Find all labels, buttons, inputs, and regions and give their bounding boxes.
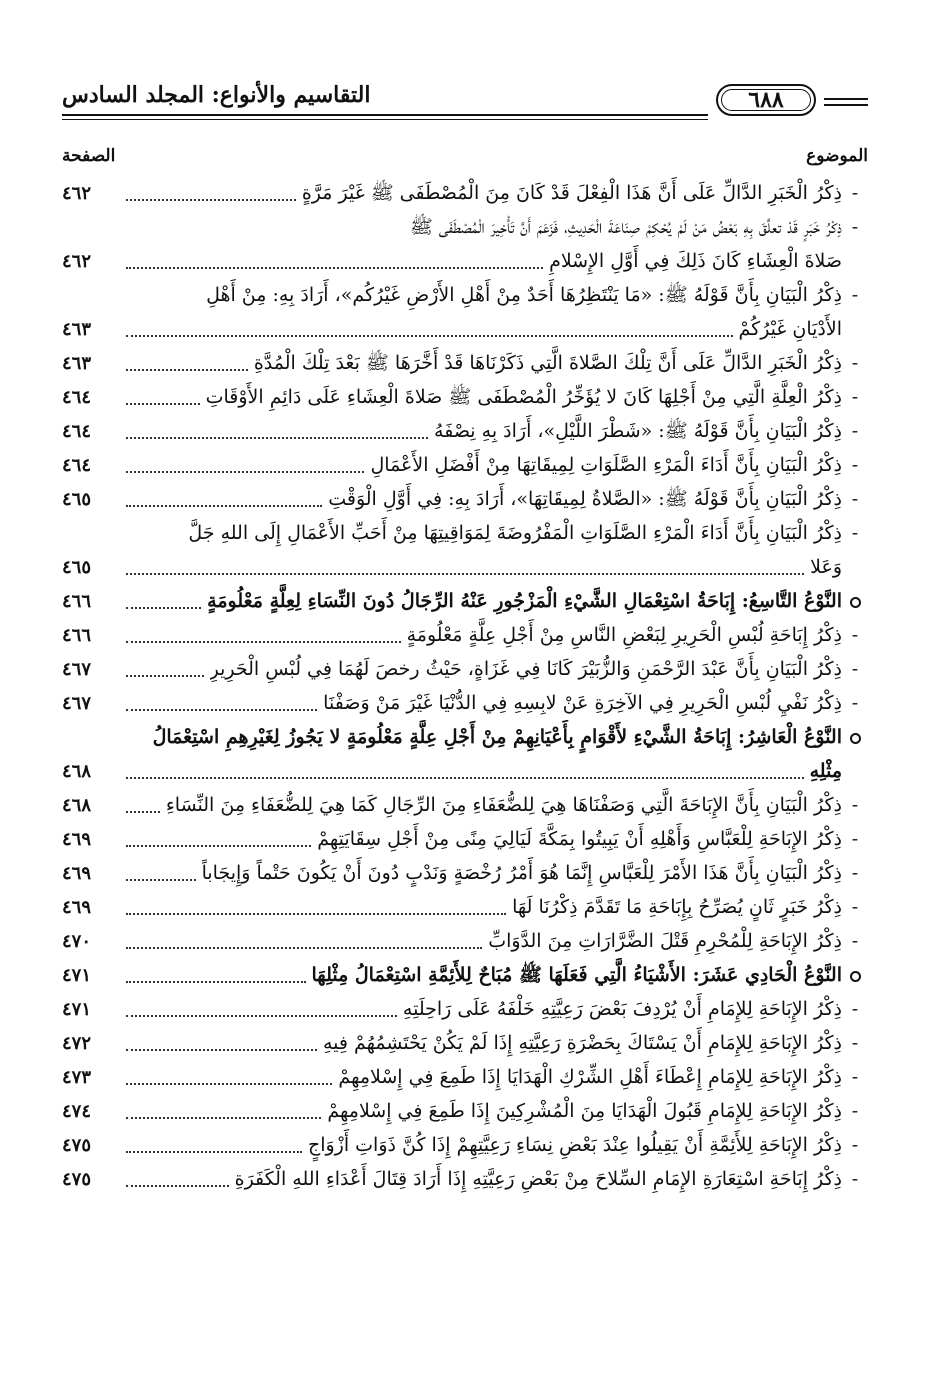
toc-section-entry (62, 958, 868, 992)
toc-page-number: ٤٧٤ (62, 1101, 92, 1122)
toc-page-number: ٤٦٤ (62, 387, 92, 408)
dot-leader (126, 402, 200, 405)
toc-entry-text: ذِكْرُ الإِبَاحَةِ لِلأَئِمَّةِ أَنْ يَقِيلُوا عِنْدَ بَعْضِ نِسَاءِ رَعِيَّتِهِمْ إِذَا كُنَّ ذَوَاتِ أَزْوَاجٍ (307, 1134, 842, 1156)
dot-leader (126, 198, 296, 201)
toc-entry-text: ذِكْرُ الإِبَاحَةِ لِلإِمَامِ إِعْطَاءَ أَهْلِ الشِّرْكِ الْهَدَايَا إِذَا طَمِعَ فِي إِسْلامِهِمْ (338, 1066, 842, 1088)
running-header (62, 74, 868, 118)
toc-entry-text: النَّوْعُ التَّاسِعُ: إِبَاحَةُ اسْتِعْمَالِ الشَّيْءِ الْمَزْجُورِ عَنْهُ الرِّجَالُ دُونَ النِّسَاءِ لِعِلَّةٍ مَعْلُومَةٍ (207, 590, 842, 612)
dot-leader (126, 912, 506, 915)
toc-entry-text: مِثْلِهِ (809, 760, 842, 782)
dot-leader (126, 334, 733, 337)
dot-leader (126, 470, 364, 473)
entry-dash-marker: - (851, 420, 859, 442)
toc-entry (62, 618, 868, 652)
entry-dash-marker: - (851, 794, 859, 816)
toc-page-number: ٤٦٣ (62, 319, 92, 340)
toc-entry-text: النَّوْعُ الْعَاشِرُ: إِبَاحَةُ الشَّيْءِ لأَقْوَامٍ بِأَعْيَانِهِمْ مِنْ أَجْلِ عِلَّةٍ مَعْلُومَةٍ لا يَجُوزُ لِغَيْرِهِمِ اسْتِعْمَالُ (152, 726, 842, 748)
toc-entry-text: ذِكْرُ خَبَرٍ ثَانٍ يُصَرِّحُ بِإِبَاحَةِ مَا تَقَدَّمَ ذِكْرُنَا لَهَا (512, 896, 842, 918)
entry-dash-marker: - (851, 896, 859, 918)
toc-entry (62, 822, 868, 856)
toc-entry-line (62, 346, 868, 380)
toc-entry-line (62, 482, 868, 516)
dot-leader (126, 776, 804, 779)
running-title: التقاسيم والأنواع: المجلد السادس (62, 82, 371, 108)
section-circle-icon (842, 584, 868, 618)
toc-entry-line (62, 414, 868, 448)
toc-entry-text: ذِكْرُ الْبَيَانِ بِأَنَّ قَوْلَهُ ﷺ: «مَا يَنْتَظِرُهَا أَحَدٌ مِنْ أَهْلِ الأَرْضِ غَيْرُكُم»، أَرَادَ بِهِ: مِنْ أَهْلِ (206, 284, 842, 306)
circle-icon (850, 733, 861, 744)
dot-leader (126, 606, 201, 609)
dot-leader (126, 572, 804, 575)
dot-leader (126, 844, 311, 847)
toc-entry (62, 482, 868, 516)
toc-entry-line (62, 1026, 868, 1060)
toc-entry-line (62, 550, 868, 584)
dot-leader (126, 368, 248, 371)
entry-dash-marker: - (851, 1100, 859, 1122)
dot-leader (126, 980, 306, 983)
column-heading-topic: الموضوع (806, 146, 868, 166)
toc-entry-text: ذِكْرُ الْبَيَانِ بِأَنَّ أَدَاءَ الْمَرْءِ الصَّلَوَاتِ الْمَفْرُوضَةَ لِمَوَاقِيتِهَا مِنْ أَحَبِّ الأَعْمَالِ إِلَى اللهِ جَلَّ (188, 522, 842, 544)
toc-entry (62, 856, 868, 890)
entry-dash-marker: - (851, 1134, 859, 1156)
entry-dash-marker: - (851, 216, 859, 238)
toc-entry-text: ذِكْرُ الْبَيَانِ بِأَنَّ عَبْدَ الرَّحْمَنِ وَالزُّبَيْرَ كَانَا فِي غَزَاةٍ، حَيْثُ رخصَ لَهُمَا فِي لُبْسِ الْحَرِيرِ (209, 658, 842, 680)
toc-entry-line (62, 380, 868, 414)
toc-entry (62, 1162, 868, 1196)
toc-entry-text: ذِكْرُ خَبَرٍ قَدْ تعلَّقَ بِهِ بَعْضُ مَنْ لَمْ يُحْكِمْ صِنَاعَةَ الْحَدِيثِ، فَزَعَمَ أَنَّ تَأْخِيرَ الْمُصْطَفَى ﷺ (409, 216, 842, 238)
toc-entry-text: ذِكْرُ الإِبَاحَةِ لِلإِمَامِ أَنْ يَسْتَاكَ بِحَضْرَةِ رَعِيَّتِهِ إِذَا لَمْ يَكُنْ يَحْتَشِمُهُمْ فِيهِ (322, 1032, 842, 1054)
toc-entry (62, 686, 868, 720)
toc-entry-text: ذِكْرُ إِبَاحَةِ اسْتِعَارَةِ الإِمَامِ السِّلاحَ مِنْ بَعْضِ رَعِيَّتِهِ إِذَا أَرَادَ قِتَالَ أَعْدَاءِ اللهِ الْكَفَرَةِ (234, 1168, 842, 1190)
entry-dash-marker: - (851, 998, 859, 1020)
toc-page-number: ٤٦٤ (62, 455, 92, 476)
section-circle-icon (842, 720, 868, 754)
toc-section-entry (62, 584, 868, 618)
entry-dash-marker: - (851, 454, 859, 476)
entry-dash-marker: - (851, 1168, 859, 1190)
entry-dash-marker: - (851, 522, 859, 544)
toc-entry-line (62, 278, 868, 312)
dot-leader (126, 1082, 332, 1085)
toc-entry (62, 652, 868, 686)
page-number-badge (716, 84, 816, 116)
toc-entry (62, 1026, 868, 1060)
toc-page-number: ٤٦٥ (62, 489, 92, 510)
toc-entry (62, 448, 868, 482)
toc-entry (62, 924, 868, 958)
toc-entry-text: ذِكْرُ الإِبَاحَةِ لِلْمُحْرِمِ قَتْلَ الضَّرَّارَاتِ مِنَ الدَّوَابِّ (488, 930, 842, 952)
toc-entry (62, 890, 868, 924)
toc-entry-text: ذِكْرُ الْبَيَانِ بِأَنَّ هَذَا الأَمْرَ لِلْعَبَّاسِ إِنَّمَا هُوَ أَمْرُ رُخْصَةٍ وَنَدْبٍ دُونَ أَنْ يَكُونَ حَتْماً وَإِيجَاباً (201, 862, 842, 884)
toc-entry-line (62, 686, 868, 720)
page (62, 70, 868, 1360)
dot-leader (126, 504, 322, 507)
toc-entry-line (62, 176, 868, 210)
toc-page-number: ٤٦٩ (62, 829, 92, 850)
toc-page-number: ٤٦٩ (62, 897, 92, 918)
toc-entry-line (62, 992, 868, 1026)
section-circle-icon (842, 958, 868, 992)
dot-leader (126, 640, 401, 643)
column-heading-page: الصفحة (62, 146, 116, 166)
toc-entry-line (62, 890, 868, 924)
dot-leader (126, 708, 317, 711)
toc-entry-text: ذِكْرُ الإِبَاحَةِ لِلإِمَامِ قَبُولَ الْهَدَايَا مِنَ الْمُشْرِكِينَ إِذَا طَمِعَ فِي إِسْلامِهِمْ (327, 1100, 842, 1122)
toc-entry-line (62, 822, 868, 856)
header-ornament-rule (824, 104, 868, 106)
toc-entry-text: صَلاةَ الْعِشَاءِ كَانَ ذَلِكَ فِي أَوَّلِ الإِسْلامِ (549, 250, 842, 272)
entry-dash-marker: - (851, 862, 859, 884)
toc-entry (62, 380, 868, 414)
toc-entry-text: ذِكْرُ الإِبَاحَةِ لِلإِمَامِ أَنْ يُرْدِفَ بَعْضَ رَعِيَّتِهِ خَلْفَهُ عَلَى رَاحِلَتِهِ (402, 998, 842, 1020)
toc-entry-text: النَّوْعُ الْحَادِي عَشَرَ: الأَشْيَاءُ الَّتِي فَعَلَهَا ﷺ مُبَاحٌ لِلأَئِمَّةِ اسْتِعْمَالُ مِثْلِهَا (311, 964, 842, 986)
toc-entry-text: ذِكْرُ الْبَيَانِ بِأَنَّ الإِبَاحَةَ الَّتِي وَصَفْنَاهَا هِيَ لِلضُّعَفَاءِ مِنَ الرِّجَالِ كَمَا هِيَ لِلضُّعَفَاءِ مِنَ النِّسَاءِ (165, 794, 842, 816)
toc-entry-line (62, 924, 868, 958)
toc-page-number: ٤٧١ (62, 965, 92, 986)
toc-entry (62, 1060, 868, 1094)
toc-entry-line (62, 210, 868, 244)
entry-dash-marker: - (851, 1032, 859, 1054)
entry-dash-marker: - (851, 624, 859, 646)
toc-entry-line (62, 1128, 868, 1162)
toc-entry-text: وَعَلا (810, 556, 842, 578)
toc-page-number: ٤٧١ (62, 999, 92, 1020)
toc-entry-text: ذِكْرُ الْبَيَانِ بِأَنَّ أَدَاءَ الْمَرْءِ الصَّلَوَاتِ لِمِيقَاتِهَا مِنْ أَفْضَلِ الأَعْمَالِ (370, 454, 842, 476)
dot-leader (126, 1184, 229, 1187)
toc-page-number: ٤٧٠ (62, 931, 92, 952)
toc-page-number: ٤٦٨ (62, 761, 92, 782)
toc-page-number: ٤٦٥ (62, 557, 92, 578)
toc-page-number: ٤٦٣ (62, 353, 92, 374)
toc-entry-line (62, 788, 868, 822)
toc-page-number: ٤٦٦ (62, 625, 92, 646)
toc-entry (62, 176, 868, 210)
toc-entry-text: ذِكْرُ الْخَبَرِ الدَّالِّ عَلَى أَنَّ هَذَا الْفِعْلَ قَدْ كَانَ مِنَ الْمُصْطَفَى ﷺ غَيْرَ مَرَّةٍ (301, 182, 842, 204)
header-rule (62, 114, 708, 116)
toc-page-number: ٤٧٣ (62, 1067, 92, 1088)
toc-entry-line (62, 516, 868, 550)
entry-dash-marker: - (851, 692, 859, 714)
dot-leader (126, 1048, 317, 1051)
dot-leader (126, 810, 160, 813)
toc-entry-line (62, 652, 868, 686)
dot-leader (126, 1150, 302, 1153)
toc-entry (62, 210, 868, 278)
toc-entry-text: الأَدْيَانِ غَيْرُكُمْ (738, 318, 842, 340)
toc-entry-text: ذِكْرُ الْعِلَّةِ الَّتِي مِنْ أَجْلِهَا كَانَ لا يُؤَخِّرُ الْمُصْطَفَى ﷺ صَلاةَ الْعِشَاءِ عَلَى دَائِمِ الأَوْقَاتِ (205, 386, 842, 408)
toc-entry-line (62, 244, 868, 278)
toc-page-number: ٤٧٥ (62, 1135, 92, 1156)
entry-dash-marker: - (851, 658, 859, 680)
toc-page-number: ٤٧٢ (62, 1033, 92, 1054)
entry-dash-marker: - (851, 930, 859, 952)
toc-entry (62, 516, 868, 584)
dot-leader (126, 674, 204, 677)
toc-entry-line (62, 958, 868, 992)
circle-icon (850, 971, 861, 982)
toc-section-entry (62, 720, 868, 788)
toc-entry-line (62, 1060, 868, 1094)
toc-page-number: ٤٦٢ (62, 183, 92, 204)
toc-page-number: ٤٧٥ (62, 1169, 92, 1190)
circle-icon (850, 597, 861, 608)
toc-page-number: ٤٦٢ (62, 251, 92, 272)
toc-entry (62, 346, 868, 380)
toc-entry-text: ذِكْرُ إِبَاحَةِ لُبْسِ الْحَرِيرِ لِبَعْضِ النَّاسِ مِنْ أَجْلِ عِلَّةٍ مَعْلُومَةٍ (406, 624, 842, 646)
toc-entry (62, 278, 868, 346)
toc-page-number: ٤٦٤ (62, 421, 92, 442)
toc-entry-text: ذِكْرُ نَفْيِ لُبْسِ الْحَرِيرِ فِي الآخِرَةِ عَنْ لابِسِهِ فِي الدُّنْيَا غَيْرَ مَنْ وَصَفْنَا (323, 692, 842, 714)
toc-entry-text: ذِكْرُ الْبَيَانِ بِأَنَّ قَوْلَهُ ﷺ: «الصَّلاةُ لِمِيقَاتِهَا»، أَرَادَ بِهِ: فِي أَوَّلِ الْوَقْتِ (328, 488, 842, 510)
entry-dash-marker: - (851, 1066, 859, 1088)
toc-entry-line (62, 584, 868, 618)
dot-leader (126, 1116, 321, 1119)
entry-dash-marker: - (851, 488, 859, 510)
entry-dash-marker: - (851, 828, 859, 850)
toc-entry-line (62, 856, 868, 890)
toc-entry-line (62, 720, 868, 754)
toc-entry-text: ذِكْرُ الإِبَاحَةِ لِلْعَبَّاسِ وَأَهْلِهِ أَنْ يَبِيتُوا بِمَكَّةَ لَيَالِيَ مِنًى مِنْ أَجْلِ سِقَايَتِهِمْ (317, 828, 842, 850)
toc-page-number: ٤٦٩ (62, 863, 92, 884)
toc-page-number: ٤٦٦ (62, 591, 92, 612)
toc-entry-text: ذِكْرُ الْخَبَرِ الدَّالِّ عَلَى أَنَّ تِلْكَ الصَّلاةَ الَّتِي ذَكَرْنَاهَا قَدْ أَخَّرَهَا ﷺ بَعْدَ تِلْكَ الْمُدَّةِ (253, 352, 842, 374)
toc-entries (62, 176, 868, 1196)
toc-entry-line (62, 1162, 868, 1196)
entry-dash-marker: - (851, 182, 859, 204)
toc-entry-line (62, 448, 868, 482)
toc-entry-text: ذِكْرُ الْبَيَانِ بِأَنَّ قَوْلَهُ ﷺ: «شَطْرَ اللَّيْلِ»، أَرَادَ بِهِ نِصْفَهُ (434, 420, 842, 442)
toc-page-number: ٤٦٧ (62, 659, 92, 680)
header-ornament-rule (824, 98, 868, 100)
page-number: ٦٨٨ (748, 87, 784, 113)
dot-leader (126, 878, 196, 881)
entry-dash-marker: - (851, 386, 859, 408)
toc-entry-line (62, 1094, 868, 1128)
header-rule (62, 119, 708, 120)
toc-entry (62, 992, 868, 1026)
toc-entry (62, 1128, 868, 1162)
entry-dash-marker: - (851, 284, 859, 306)
dot-leader (126, 1014, 397, 1017)
toc-entry (62, 1094, 868, 1128)
toc-entry-line (62, 312, 868, 346)
dot-leader (126, 946, 482, 949)
toc-page-number: ٤٦٨ (62, 795, 92, 816)
dot-leader (126, 266, 543, 269)
entry-dash-marker: - (851, 352, 859, 374)
toc-entry (62, 788, 868, 822)
toc-entry-line (62, 754, 868, 788)
toc-entry (62, 414, 868, 448)
toc-entry-line (62, 618, 868, 652)
dot-leader (126, 436, 428, 439)
toc-page-number: ٤٦٧ (62, 693, 92, 714)
